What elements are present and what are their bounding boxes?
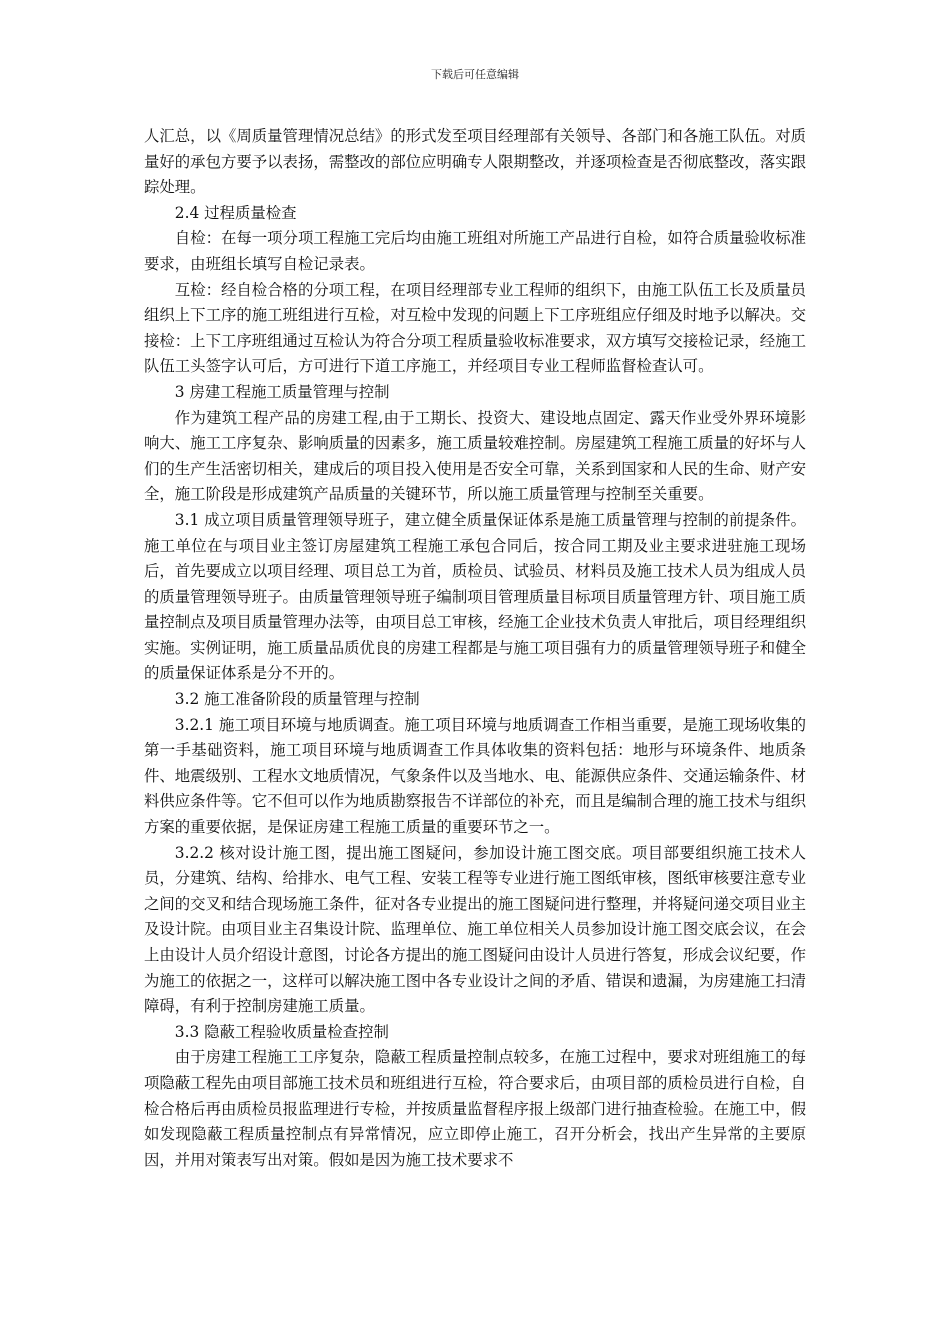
paragraph-self-check: 自检：在每一项分项工程施工完后均由施工班组对所施工产品进行自检，如符合质量验收标准要求，由班组长填写自检记录表。 xyxy=(144,229,806,273)
document-body xyxy=(144,124,806,1173)
paragraph-intro-3: 作为建筑工程产品的房建工程,由于工期长、投资大、建设地点固定、露天作业受外界环境影响大、施工工序复杂、影响质量的因素多，施工质量较难控制。房屋建筑工程施工质量的好坏与人们的生产生活密切相关，建成后的项目投入使用是否安全可靠，关系到国家和人民的生命、财产安全，施工阶段是形成建筑产品质量的关键环节，所以施工质量管理与控制至关重要。 xyxy=(144,408,806,504)
section-heading-3: 3 房建工程施工质量管理与控制 xyxy=(174,382,390,401)
paragraph-continuation: 人汇总，以《周质量管理情况总结》的形式发至项目经理部有关领导、各部门和各施工队伍。对质量好的承包方要予以表扬，需整改的部位应明确专人限期整改，并逐项检查是否彻底整改，落实跟踪处理。 xyxy=(144,127,806,197)
section-heading-2-4: 2.4 过程质量检查 xyxy=(174,203,297,222)
paragraph-mutual-check: 互检：经自检合格的分项工程，在项目经理部专业工程师的组织下，由施工队伍工长及质量员组织上下工序的施工班组进行互检，对互检中发现的问题上下工序班组应仔细及时地予以解决。交接检：上下工序班组通过互检认为符合分项工程质量验收标准要求，双方填写交接检记录，经施工队伍工头签字认可后，方可进行下道工序施工，并经项目专业工程师监督检查认可。 xyxy=(144,280,806,376)
section-heading-3-2: 3.2 施工准备阶段的质量管理与控制 xyxy=(174,690,420,709)
paragraph-3-2-2: 3.2.2 核对设计施工图，提出施工图疑问，参加设计施工图交底。项目部要组织施工技术人员，分建筑、结构、给排水、电气工程、安装工程等专业进行施工图纸审核，图纸审核要注意专业之间的交叉和结合现场施工条件，征对各专业提出的施工图疑问进行整理，并将疑问递交项目业主及设计院。由项目业主召集设计院、监理单位、施工单位相关人员参加设计施工图交底会议，在会上由设计人员介绍设计意图，讨论各方提出的施工图疑问由设计人员进行答复，形成会议纪要，作为施工的依据之一，这样可以解决施工图中各专业设计之间的矛盾、错误和遗漏，为房建施工扫清障碍，有利于控制房建施工质量。 xyxy=(144,843,806,1016)
paragraph-3-3: 由于房建工程施工工序复杂，隐蔽工程质量控制点较多，在施工过程中，要求对班组施工的每项隐蔽工程先由项目部施工技术员和班组进行互检，符合要求后，由项目部的质检员进行自检，自检合格后再由质检员报监理进行专检，并按质量监督程序报上级部门进行抽查检验。在施工中，假如发现隐蔽工程质量控制点有异常情况，应立即停止施工，召开分析会，找出产生异常的主要原因，并用对策表写出对策。假如是因为施工技术要求不 xyxy=(144,1048,806,1169)
page-header: 下载后可任意编辑 xyxy=(431,68,519,81)
section-heading-3-3: 3.3 隐蔽工程验收质量检查控制 xyxy=(174,1022,389,1041)
paragraph-3-1: 3.1 成立项目质量管理领导班子，建立健全质量保证体系是施工质量管理与控制的前提条件。施工单位在与项目业主签订房屋建筑工程施工承包合同后，按合同工期及业主要求进驻施工现场后，首先要成立以项目经理、项目总工为首，质检员、试验员、材料员及施工技术人员为组成人员的质量管理领导班子。由质量管理领导班子编制项目管理质量目标项目质量管理方针、项目施工质量控制点及项目质量管理办法等，由项目总工审核，经施工企业技术负责人审批后，项目经理组织实施。实例证明，施工质量品质优良的房建工程都是与施工项目强有力的质量管理领导班子和健全的质量保证体系是分不开的。 xyxy=(144,510,806,683)
paragraph-3-2-1: 3.2.1 施工项目环境与地质调查。施工项目环境与地质调查工作相当重要，是施工现场收集的第一手基础资料，施工项目环境与地质调查工作具体收集的资料包括：地形与环境条件、地质条件、地震级别、工程水文地质情况，气象条件以及当地水、电、能源供应条件、交通运输条件、材料供应条件等。它不但可以作为地质勘察报告不详部位的补充，而且是编制合理的施工技术与组织方案的重要依据，是保证房建工程施工质量的重要环节之一。 xyxy=(144,715,806,837)
